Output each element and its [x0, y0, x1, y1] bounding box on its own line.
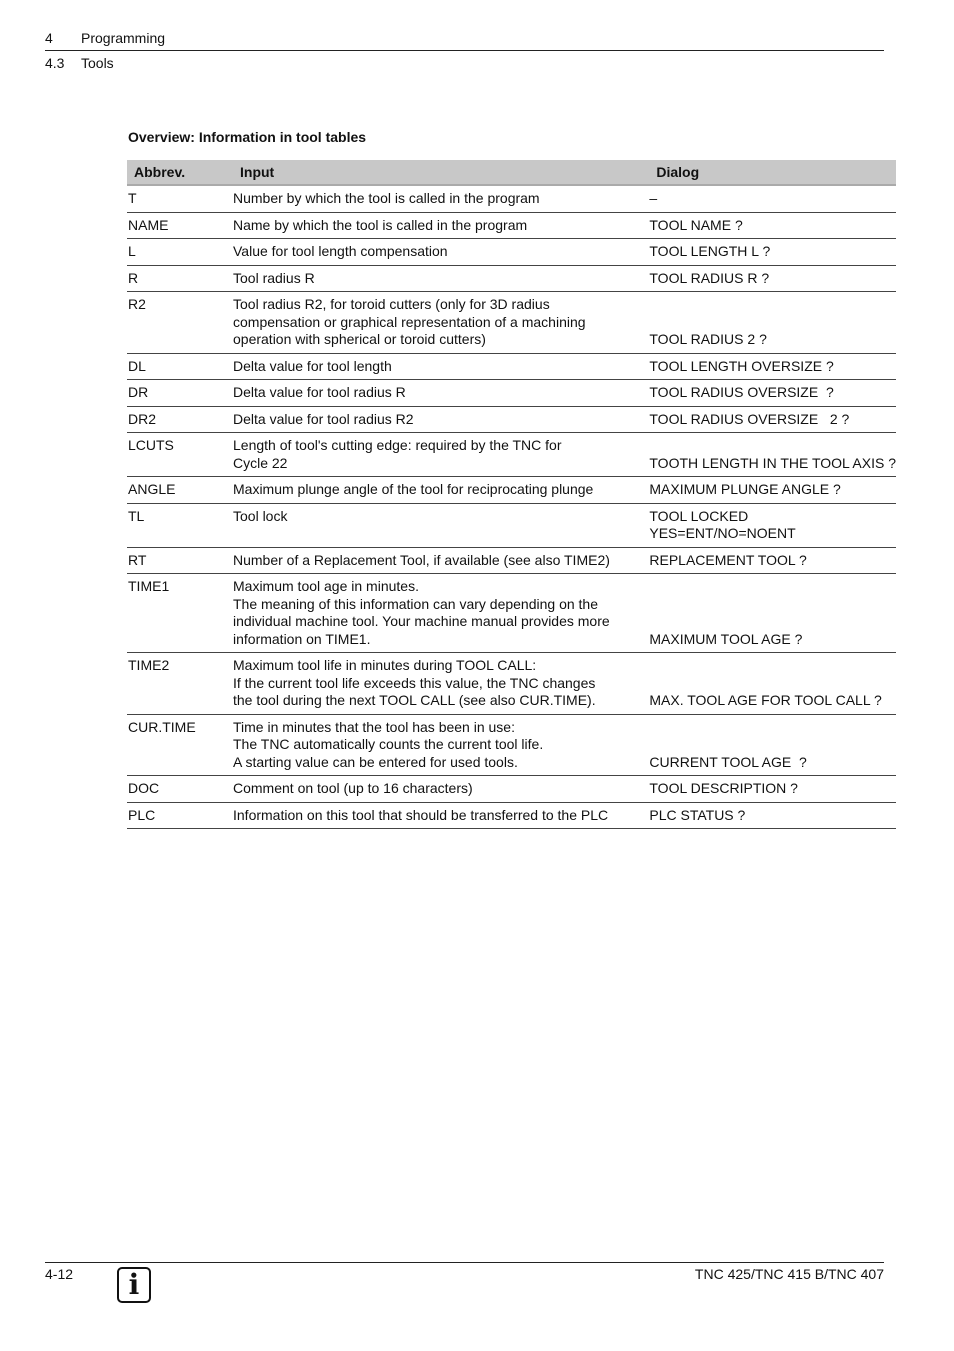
dialog-cell [649, 433, 896, 477]
input-line: Information on this tool that should be transferred to the PLC [233, 806, 609, 823]
abbrev-cell: TIME2 [127, 653, 233, 715]
input-line: Tool radius R2, for toroid cutters (only for 3D radius [233, 296, 550, 312]
dialog-line: TOOL RADIUS OVERSIZE 2 ? [649, 410, 850, 427]
input-line: If the current tool life exceeds this value, the TNC changes [233, 674, 596, 691]
table-row [127, 380, 896, 407]
abbrev-cell: CUR.TIME [127, 714, 233, 776]
chapter-title: Programming [81, 30, 166, 46]
chapter-header [45, 30, 165, 46]
dialog-cell [649, 547, 896, 574]
abbrev-cell: DL [127, 353, 233, 380]
input-cell [233, 776, 649, 803]
input-line: Maximum tool life in minutes during TOOL CALL: [233, 657, 537, 673]
dialog-line: – [649, 190, 658, 206]
input-line: operation with spherical or toroid cutters) [233, 331, 486, 347]
input-cell [233, 802, 649, 829]
input-cell [233, 292, 649, 354]
input-line: Number of a Replacement Tool, if available (see also TIME2) [233, 551, 610, 568]
dialog-line: TOOL LOCKED [649, 507, 749, 524]
input-line: individual machine tool. Your machine manual provides more [233, 613, 610, 629]
input-line: Length of tool's cutting edge: required by the TNC for [233, 437, 562, 453]
model-name: TNC 425/TNC 415 B/TNC 407 [694, 1266, 884, 1282]
input-cell [233, 547, 649, 574]
input-line: Delta value for tool length [233, 357, 392, 374]
input-line: information on TIME1. [233, 630, 371, 647]
dialog-line: YES=ENT/NO=NOENT [649, 525, 796, 541]
input-line: Maximum plunge angle of the tool for reciprocating plunge [233, 481, 594, 497]
abbrev-cell: R [127, 265, 233, 292]
input-line: The meaning of this information can vary depending on the [233, 595, 599, 612]
dialog-cell [649, 185, 896, 212]
abbrev-cell: DR2 [127, 406, 233, 433]
abbrev-cell: PLC [127, 802, 233, 829]
dialog-cell [649, 239, 896, 266]
table-row [127, 212, 896, 239]
dialog-line: TOOL DESCRIPTION ? [649, 780, 798, 796]
table-row [127, 353, 896, 380]
input-line: compensation or graphical representation of a machining [233, 313, 586, 330]
abbrev-cell: R2 [127, 292, 233, 354]
abbrev-cell: DOC [127, 776, 233, 803]
dialog-cell [649, 212, 896, 239]
dialog-cell [649, 574, 896, 653]
dialog-line: TOOL RADIUS 2 ? [649, 331, 767, 347]
dialog-line: TOOL RADIUS OVERSIZE ? [649, 384, 834, 400]
dialog-line: MAXIMUM PLUNGE ANGLE ? [649, 481, 841, 497]
table-row [127, 714, 896, 776]
input-cell [233, 380, 649, 407]
input-cell [233, 477, 649, 504]
table-row [127, 776, 896, 803]
table-row [127, 265, 896, 292]
dialog-cell [649, 265, 896, 292]
input-cell [233, 212, 649, 239]
table-row [127, 802, 896, 829]
input-line: Delta value for tool radius R [233, 384, 406, 400]
input-cell [233, 714, 649, 776]
input-line: Delta value for tool radius R2 [233, 410, 414, 427]
section-header [45, 55, 114, 71]
abbrev-cell: TL [127, 503, 233, 547]
table-row [127, 292, 896, 354]
input-line: Time in minutes that the tool has been in use: [233, 718, 515, 735]
dialog-cell [649, 477, 896, 504]
abbrev-cell: RT [127, 547, 233, 574]
dialog-cell [649, 353, 896, 380]
dialog-cell [649, 802, 896, 829]
table-header-row [127, 160, 896, 185]
section-title: Tools [81, 55, 114, 71]
abbrev-cell: LCUTS [127, 433, 233, 477]
table-row [127, 653, 896, 715]
input-cell [233, 353, 649, 380]
input-line: Tool radius R [233, 269, 315, 286]
table-row [127, 239, 896, 266]
info-icon: i [117, 1267, 151, 1303]
input-line: A starting value can be entered for used tools. [233, 753, 518, 770]
input-line: Cycle 22 [233, 454, 288, 471]
dialog-line: MAXIMUM TOOL AGE ? [649, 630, 803, 647]
input-cell [233, 185, 649, 212]
input-cell [233, 574, 649, 653]
dialog-cell [649, 406, 896, 433]
input-line: Number by which the tool is called in the program [233, 190, 540, 206]
input-cell [233, 265, 649, 292]
input-line: Comment on tool (up to 16 characters) [233, 780, 473, 796]
table-row [127, 433, 896, 477]
dialog-cell [649, 503, 896, 547]
input-cell [233, 433, 649, 477]
column-header-input: Input [233, 160, 649, 185]
table-row [127, 406, 896, 433]
input-line: Tool lock [233, 507, 288, 524]
dialog-cell [649, 776, 896, 803]
dialog-cell [649, 292, 896, 354]
input-line: the tool during the next TOOL CALL (see also CUR.TIME). [233, 692, 596, 708]
dialog-line: TOOL RADIUS R ? [649, 269, 770, 286]
dialog-line: TOOTH LENGTH IN THE TOOL AXIS ? [649, 454, 896, 471]
abbrev-cell: T [127, 185, 233, 212]
section-heading: Overview: Information in tool tables [128, 129, 367, 145]
dialog-line: PLC STATUS ? [649, 806, 746, 823]
table-body [127, 185, 896, 829]
abbrev-cell: ANGLE [127, 477, 233, 504]
dialog-line: REPLACEMENT TOOL ? [649, 551, 807, 568]
table-row [127, 185, 896, 212]
dialog-line: TOOL LENGTH L ? [649, 243, 771, 259]
input-cell [233, 653, 649, 715]
input-line: Value for tool length compensation [233, 243, 448, 259]
abbrev-cell: DR [127, 380, 233, 407]
section-number: 4.3 [45, 55, 65, 71]
input-line: Maximum tool age in minutes. [233, 578, 419, 594]
page-number: 4-12 [45, 1266, 74, 1282]
input-cell [233, 406, 649, 433]
input-cell [233, 239, 649, 266]
table-row [127, 574, 896, 653]
dialog-line: MAX. TOOL AGE FOR TOOL CALL ? [649, 692, 882, 708]
abbrev-cell: TIME1 [127, 574, 233, 653]
table-row [127, 503, 896, 547]
dialog-line: TOOL LENGTH OVERSIZE ? [649, 357, 834, 374]
dialog-line: TOOL NAME ? [649, 216, 743, 233]
table-row [127, 477, 896, 504]
dialog-cell [649, 380, 896, 407]
table-row [127, 547, 896, 574]
header-rule [45, 50, 884, 51]
column-header-dialog: Dialog [649, 160, 896, 185]
footer-rule [45, 1262, 884, 1263]
column-header-abbrev: Abbrev. [127, 160, 233, 185]
tool-table [127, 160, 896, 829]
dialog-line: CURRENT TOOL AGE ? [649, 753, 807, 770]
dialog-cell [649, 653, 896, 715]
input-cell [233, 503, 649, 547]
abbrev-cell: NAME [127, 212, 233, 239]
input-line: The TNC automatically counts the current tool life. [233, 736, 544, 752]
abbrev-cell: L [127, 239, 233, 266]
chapter-number: 4 [45, 30, 53, 46]
input-line: Name by which the tool is called in the program [233, 216, 528, 233]
dialog-cell [649, 714, 896, 776]
